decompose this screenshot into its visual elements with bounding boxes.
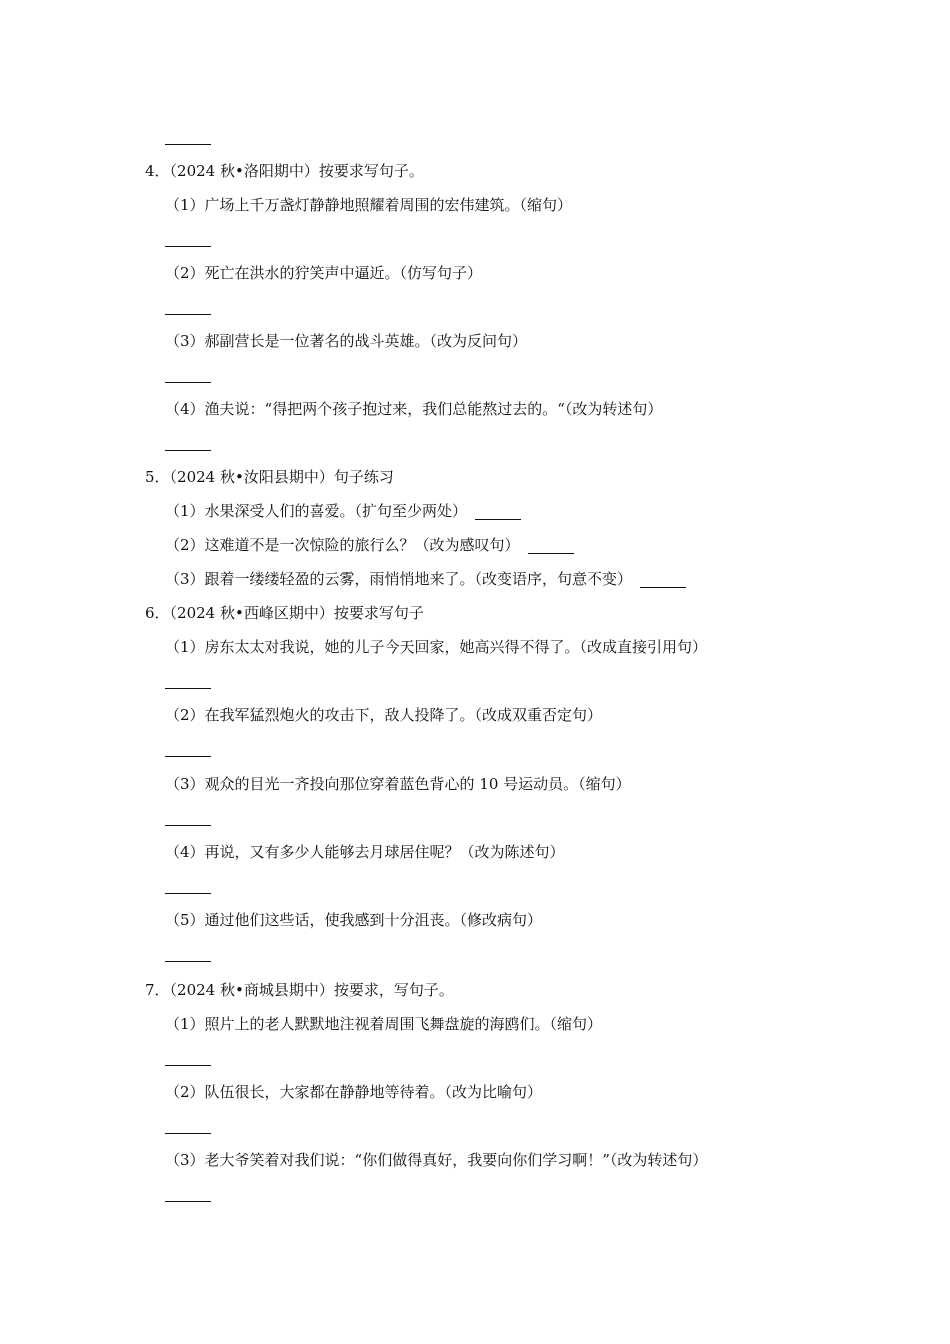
question-4-heading: [145, 161, 424, 181]
answer-blank[interactable]: [165, 825, 211, 826]
question-6-heading: [145, 603, 424, 623]
answer-blank[interactable]: [640, 587, 686, 588]
question-5-heading: [145, 467, 394, 487]
question-6-item-1: （1）房东太太对我说，她的儿子今天回家，她高兴得不得了。（改成直接引用句）: [165, 638, 708, 656]
item-text: （2）这难道不是一次惊险的旅行么？（改为感叹句）: [165, 536, 520, 554]
question-number: 4．: [145, 162, 170, 180]
question-5-item-3: [165, 569, 686, 589]
answer-blank[interactable]: [165, 961, 211, 962]
answer-blank[interactable]: [165, 314, 211, 315]
question-4-item-2: （2）死亡在洪水的狞笑声中逼近。（仿写句子）: [165, 264, 483, 282]
question-number: 7．: [145, 981, 170, 999]
question-4-item-3: （3）郝副营长是一位著名的战斗英雄。（改为反问句）: [165, 332, 528, 350]
question-title: 按要求，写句子。: [333, 981, 454, 999]
question-source: （2024 秋•商城县期中）: [169, 981, 334, 999]
question-title: 按要求写句子。: [318, 162, 424, 180]
question-7-item-3: （3）老大爷笑着对我们说：“你们做得真好，我要向你们学习啊！”（改为转述句）: [165, 1151, 708, 1169]
question-5-item-1: [165, 501, 521, 521]
question-6-item-4: （4）再说，又有多少人能够去月球居住呢？（改为陈述句）: [165, 843, 565, 861]
question-number: 6．: [145, 604, 170, 622]
question-source: （2024 秋•西峰区期中）: [169, 604, 334, 622]
answer-blank[interactable]: [528, 553, 574, 554]
question-4-item-4: （4）渔夫说：“得把两个孩子抱过来，我们总能熬过去的。“（改为转述句）: [165, 400, 663, 418]
answer-blank[interactable]: [165, 382, 211, 383]
question-source: （2024 秋•汝阳县期中）: [169, 468, 334, 486]
answer-blank[interactable]: [165, 756, 211, 757]
question-6-item-2: （2）在我军猛烈炮火的攻击下，敌人投降了。（改成双重否定句）: [165, 706, 603, 724]
question-6-item-5: （5）通过他们这些话，使我感到十分沮丧。（修改病句）: [165, 911, 543, 929]
question-title: 句子练习: [333, 468, 394, 486]
answer-blank[interactable]: [165, 246, 211, 247]
answer-blank[interactable]: [165, 1133, 211, 1134]
question-7-item-2: （2）队伍很长，大家都在静静地等待着。（改为比喻句）: [165, 1083, 543, 1101]
answer-blank[interactable]: [165, 1065, 211, 1066]
answer-blank[interactable]: [475, 519, 521, 520]
question-number: 5．: [145, 468, 170, 486]
question-7-item-1: （1）照片上的老人默默地注视着周围飞舞盘旋的海鸥们。（缩句）: [165, 1015, 603, 1033]
answer-blank[interactable]: [165, 1201, 211, 1202]
question-7-heading: [145, 980, 454, 1000]
question-6-item-3: （3）观众的目光一齐投向那位穿着蓝色背心的 10 号运动员。（缩句）: [165, 775, 631, 793]
question-source: （2024 秋•洛阳期中）: [169, 162, 319, 180]
item-text: （3）跟着一缕缕轻盈的云雾，雨悄悄地来了。（改变语序，句意不变）: [165, 570, 633, 588]
item-text: （1）水果深受人们的喜爱。（扩句至少两处）: [165, 502, 468, 520]
answer-blank[interactable]: [165, 893, 211, 894]
question-5-item-2: [165, 535, 574, 555]
answer-blank[interactable]: [165, 688, 211, 689]
answer-blank[interactable]: [165, 144, 211, 145]
answer-blank[interactable]: [165, 450, 211, 451]
question-title: 按要求写句子: [333, 604, 424, 622]
question-4-item-1: （1）广场上千万盏灯静静地照耀着周围的宏伟建筑。（缩句）: [165, 196, 573, 214]
